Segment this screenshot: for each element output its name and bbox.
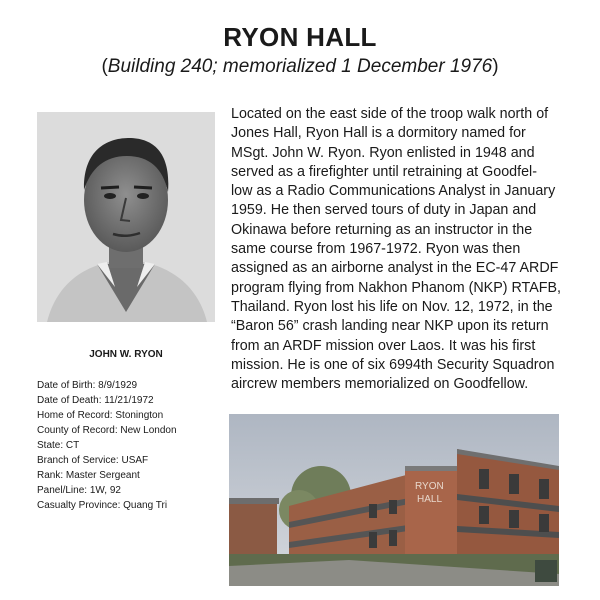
body-line: mission. He is one of six 6994th Security Squadron bbox=[231, 356, 555, 373]
body-line: aircrew members memorialized on Goodfellow. bbox=[231, 376, 529, 393]
body-line: 1959. He then served tours of duty in Japan and bbox=[231, 202, 537, 219]
body-line: same course from 1967-1972. Ryon was then bbox=[231, 241, 521, 258]
body-line: Jones Hall, Ryon Hall is a dormitory named for bbox=[231, 125, 526, 142]
body-line: Okinawa before returning as an instructor in the bbox=[231, 221, 533, 238]
body-line: assigned as an airborne analyst in the EC-47 ARDF bbox=[231, 260, 559, 277]
fact-line: Date of Death: 11/21/1972 bbox=[37, 395, 154, 406]
body-line: low as a Radio Communications Analyst in January bbox=[231, 183, 556, 200]
body-line: Thailand. Ryon lost his life on Nov. 12, 1972, in the bbox=[231, 298, 553, 315]
building-sign-line2: HALL bbox=[417, 494, 443, 505]
fact-line: Date of Birth: 8/9/1929 bbox=[37, 380, 138, 391]
body-line: from an ARDF mission over Laos. It was his first bbox=[231, 337, 536, 354]
service-facts bbox=[37, 378, 222, 513]
fact-line: Home of Record: Stonington bbox=[37, 410, 164, 421]
body-line: program flying from Nakhon Phanom (NKP) RTAFB, bbox=[231, 279, 562, 296]
fact-line: County of Record: New London bbox=[37, 425, 177, 436]
portrait-photo bbox=[37, 112, 215, 322]
fact-line: Branch of Service: USAF bbox=[37, 455, 149, 466]
portrait-caption: JOHN W. RYON bbox=[89, 349, 163, 360]
fact-line: Casualty Province: Quang Tri bbox=[37, 500, 168, 511]
fact-line: Panel/Line: 1W, 92 bbox=[37, 485, 121, 496]
body-line: served as a firefighter until retraining at Goodfel- bbox=[231, 163, 537, 180]
building-photo bbox=[229, 414, 559, 586]
building-sign-line1: RYON bbox=[415, 481, 444, 492]
page-subtitle: (Building 240; memorialized 1 December 1976) bbox=[101, 56, 499, 77]
body-line: MSgt. John W. Ryon. Ryon enlisted in 1948 and bbox=[231, 144, 535, 161]
page-title: RYON HALL bbox=[223, 22, 377, 52]
body-line: Located on the east side of the troop walk north of bbox=[231, 106, 549, 122]
fact-line: State: CT bbox=[37, 440, 80, 451]
fact-line: Rank: Master Sergeant bbox=[37, 470, 140, 481]
body-line: “Baron 56” crash landing near NKP upon its return bbox=[231, 318, 549, 335]
biography-text bbox=[231, 105, 586, 394]
